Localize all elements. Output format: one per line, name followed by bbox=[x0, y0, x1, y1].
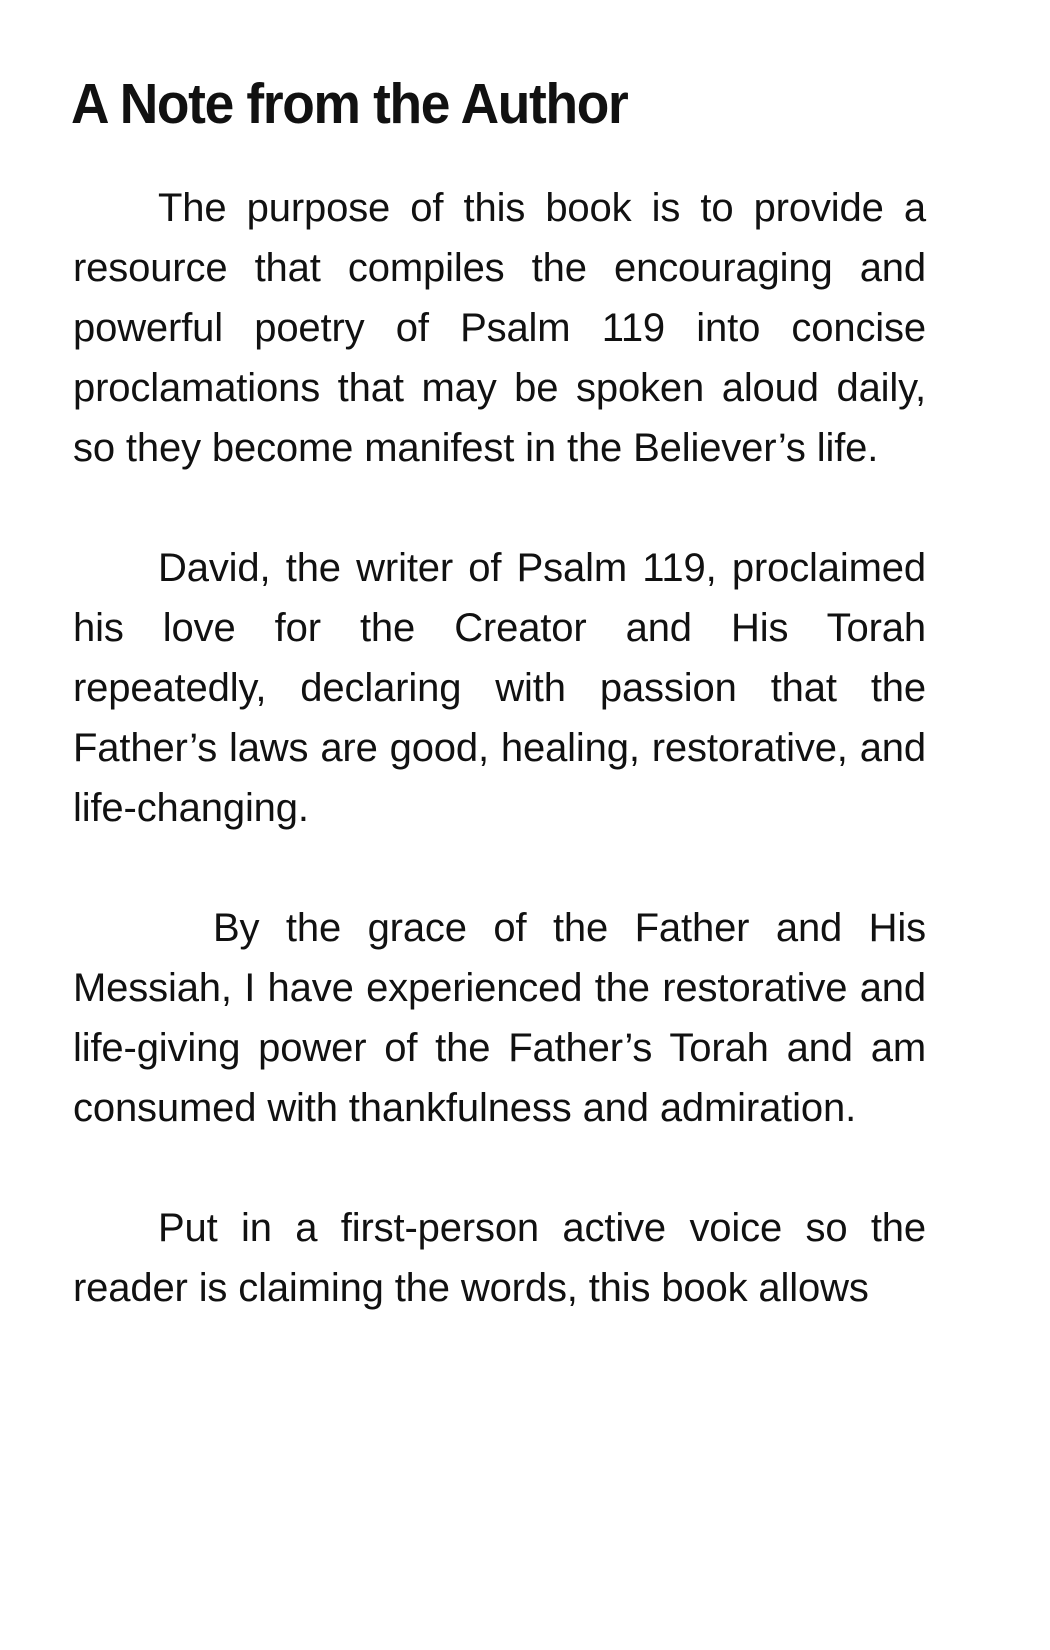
body-copy bbox=[73, 178, 926, 1318]
paragraph-first-person: Put in a first-person active voice so the reader is claiming the words, this book allows bbox=[73, 1206, 926, 1310]
paragraph-purpose: The purpose of this book is to provide a resource that compiles the encouraging and powerful poetry of Psalm 119 into concise proclamations that may be spoken aloud daily, so they become manifest in the Believer’s life. bbox=[73, 186, 926, 470]
paragraph-david: David, the writer of Psalm 119, proclaimed his love for the Creator and His Torah repeatedly, declaring with passion that the Father’s laws are good, healing, restorative, and life-changing. bbox=[73, 546, 926, 830]
paragraph-grace: By the grace of the Father and His Messiah, I have experienced the restorative and life-giving power of the Father’s Torah and am consumed with thankfulness and admiration. bbox=[73, 906, 926, 1130]
page-title: A Note from the Author bbox=[71, 72, 628, 136]
